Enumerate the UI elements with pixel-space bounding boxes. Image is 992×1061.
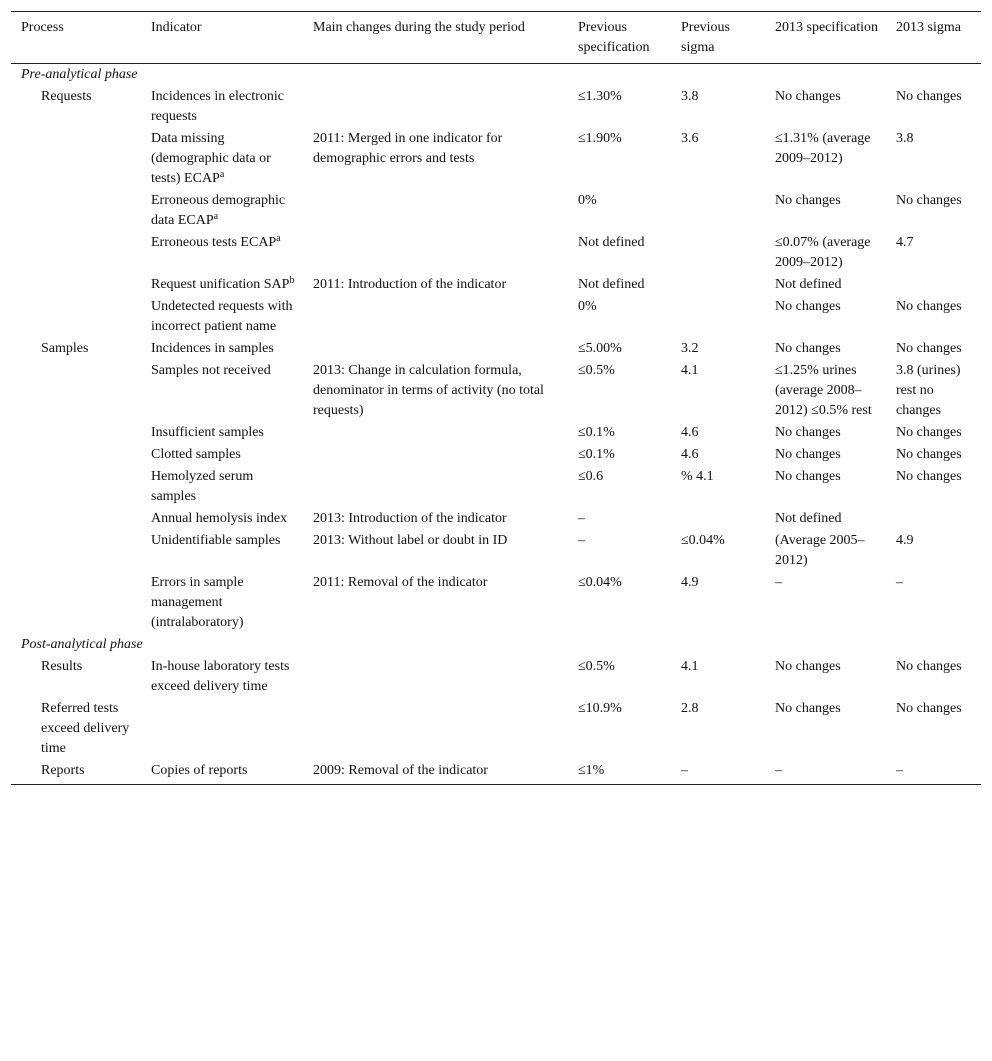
process-cell: Requests — [41, 89, 92, 104]
table-row — [11, 698, 981, 760]
indicator-text: Erroneous tests ECAP — [151, 235, 277, 250]
previous-specification-cell: ≤10.9% — [578, 701, 622, 716]
previous-specification-cell: ≤5.00% — [578, 341, 622, 356]
main-changes-cell: 2013: Change in calculation formula, denominator in terms of activity (no total requests) — [313, 363, 544, 418]
indicator-cell — [141, 190, 303, 232]
indicators-table — [11, 11, 981, 785]
process-cell — [11, 296, 141, 338]
table-row — [11, 572, 981, 634]
process-cell — [11, 508, 141, 530]
spec-2013-cell: No changes — [775, 425, 841, 440]
process-cell — [11, 444, 141, 466]
previous-specification-cell: ≤0.04% — [578, 575, 622, 590]
header-2013-specification: 2013 specification — [765, 12, 886, 64]
previous-specification-cell: ≤1.30% — [578, 89, 622, 104]
indicator-cell — [141, 232, 303, 274]
spec-2013-cell: – — [765, 760, 886, 785]
previous-sigma-cell — [671, 274, 765, 296]
indicator-text: Erroneous demographic data ECAP — [151, 193, 286, 228]
footnote-marker: b — [289, 275, 295, 286]
indicator-cell — [141, 274, 303, 296]
previous-sigma-cell: % 4.1 — [681, 469, 714, 484]
table-row — [11, 422, 981, 444]
table-row — [11, 190, 981, 232]
header-main-changes: Main changes during the study period — [303, 12, 568, 64]
table-header — [11, 12, 981, 64]
header-previous-sigma: Previous sigma — [671, 12, 765, 64]
indicator-cell — [141, 698, 303, 760]
phase-label: Post-analytical phase — [21, 637, 143, 652]
previous-specification-cell: Not defined — [578, 235, 645, 250]
footnote-marker: a — [276, 233, 281, 244]
table-row — [11, 360, 981, 422]
phase-row — [11, 64, 981, 87]
sigma-2013-cell: 3.8 (urines) rest no changes — [896, 363, 961, 418]
main-changes-cell: 2011: Introduction of the indicator — [313, 277, 507, 292]
spec-2013-cell: ≤0.07% (average 2009–2012) — [775, 235, 871, 270]
sigma-2013-cell: 3.8 — [896, 131, 914, 146]
previous-specification-cell: ≤1% — [568, 760, 671, 785]
previous-sigma-cell: ≤0.04% — [681, 533, 725, 548]
spec-2013-cell: ≤1.25% urines (average 2008–2012) ≤0.5% rest — [775, 363, 872, 418]
process-cell — [11, 466, 141, 508]
previous-sigma-cell — [671, 232, 765, 274]
spec-2013-cell: No changes — [775, 193, 841, 208]
process-cell: Results — [41, 659, 83, 674]
process-cell — [11, 190, 141, 232]
main-changes-cell: 2009: Removal of the indicator — [303, 760, 568, 785]
spec-2013-cell: No changes — [775, 89, 841, 104]
sigma-2013-cell: 4.7 — [896, 235, 914, 250]
sigma-2013-cell: – — [896, 575, 903, 590]
previous-specification-cell: Not defined — [578, 277, 645, 292]
spec-2013-cell: No changes — [775, 299, 841, 314]
main-changes-cell — [303, 698, 568, 760]
process-cell — [11, 274, 141, 296]
table-row — [11, 274, 981, 296]
previous-sigma-cell: 4.1 — [681, 363, 699, 378]
sigma-2013-cell: No changes — [896, 447, 962, 462]
sigma-2013-cell: No changes — [896, 701, 962, 716]
phase-label: Pre-analytical phase — [21, 67, 138, 82]
sigma-2013-cell: No changes — [896, 469, 962, 484]
process-cell: Reports — [11, 760, 141, 785]
indicator-cell: Unidentifiable samples — [151, 533, 281, 548]
previous-sigma-cell — [671, 508, 765, 530]
indicator-text: Data missing (demographic data or tests) ECAP — [151, 131, 271, 186]
previous-sigma-cell: 3.6 — [681, 131, 699, 146]
sigma-2013-cell: No changes — [896, 341, 962, 356]
header-row — [11, 12, 981, 64]
previous-sigma-cell — [671, 296, 765, 338]
indicator-cell: Annual hemolysis index — [151, 511, 288, 526]
process-cell — [11, 128, 141, 190]
footnote-marker: a — [213, 211, 219, 222]
spec-2013-cell: No changes — [775, 659, 841, 674]
main-changes-cell — [303, 444, 568, 466]
previous-sigma-cell: – — [671, 760, 765, 785]
table-row — [11, 466, 981, 508]
table-row — [11, 128, 981, 190]
footnote-marker: a — [219, 169, 225, 180]
header-2013-sigma: 2013 sigma — [886, 12, 981, 64]
spec-2013-cell: (Average 2005–2012) — [775, 533, 865, 568]
indicator-cell: Undetected requests with incorrect patient name — [151, 299, 293, 334]
indicator-cell: Insufficient samples — [151, 425, 264, 440]
previous-specification-cell: ≤0.5% — [578, 363, 615, 378]
indicator-cell: Incidences in electronic requests — [151, 89, 284, 124]
sigma-2013-cell: No changes — [896, 193, 962, 208]
sigma-2013-cell: No changes — [896, 299, 962, 314]
process-cell — [11, 360, 141, 422]
spec-2013-cell: No changes — [775, 447, 841, 462]
table-body — [11, 64, 981, 785]
spec-2013-cell: No changes — [775, 341, 841, 356]
previous-specification-cell: ≤0.6 — [578, 469, 604, 484]
spec-2013-cell: No changes — [775, 469, 841, 484]
previous-specification-cell: – — [578, 511, 585, 526]
table-row — [11, 86, 981, 128]
previous-sigma-cell: 3.2 — [681, 341, 699, 356]
previous-specification-cell: 0% — [578, 299, 597, 314]
previous-sigma-cell: 4.6 — [681, 425, 699, 440]
sigma-2013-cell — [886, 508, 981, 530]
previous-sigma-cell: 4.9 — [681, 575, 699, 590]
spec-2013-cell: No changes — [775, 701, 841, 716]
previous-specification-cell: – — [578, 533, 585, 548]
previous-sigma-cell: 2.8 — [681, 701, 699, 716]
sigma-2013-cell: No changes — [896, 89, 962, 104]
header-previous-specification: Previous specification — [568, 12, 671, 64]
process-cell — [11, 422, 141, 444]
table-row — [11, 444, 981, 466]
main-changes-cell: 2013: Introduction of the indicator — [313, 511, 507, 526]
table-row — [11, 760, 981, 785]
table-row — [11, 530, 981, 572]
process-cell: Samples — [41, 341, 89, 356]
header-indicator: Indicator — [141, 12, 303, 64]
previous-sigma-cell: 3.8 — [681, 89, 699, 104]
main-changes-cell — [303, 422, 568, 444]
sigma-2013-cell: 4.9 — [896, 533, 914, 548]
previous-sigma-cell: 4.1 — [681, 659, 699, 674]
sigma-2013-cell: No changes — [896, 659, 962, 674]
process-cell — [11, 572, 141, 634]
main-changes-cell — [303, 656, 568, 698]
previous-sigma-cell — [671, 190, 765, 232]
sigma-2013-cell — [886, 274, 981, 296]
main-changes-cell — [303, 296, 568, 338]
main-changes-cell: 2011: Merged in one indicator for demographic errors and tests — [313, 131, 503, 166]
spec-2013-cell: Not defined — [775, 277, 842, 292]
main-changes-cell — [303, 232, 568, 274]
indicator-cell: Samples not received — [151, 363, 271, 378]
main-changes-cell — [303, 338, 568, 360]
indicator-cell: Clotted samples — [151, 447, 241, 462]
indicator-text: Request unification SAP — [151, 277, 290, 292]
indicator-cell: Hemolyzed serum samples — [151, 469, 254, 504]
spec-2013-cell: ≤1.31% (average 2009–2012) — [775, 131, 871, 166]
table-row — [11, 232, 981, 274]
process-cell: Referred tests exceed delivery time — [41, 701, 130, 756]
sigma-2013-cell: No changes — [896, 425, 962, 440]
indicator-cell — [141, 128, 303, 190]
previous-specification-cell: ≤0.5% — [578, 659, 615, 674]
spec-2013-cell: – — [775, 575, 782, 590]
previous-specification-cell: ≤0.1% — [578, 447, 615, 462]
spec-2013-cell: Not defined — [775, 511, 842, 526]
indicator-cell: In-house laboratory tests exceed delivery time — [151, 659, 290, 694]
table-row — [11, 296, 981, 338]
process-cell — [11, 232, 141, 274]
main-changes-cell — [303, 466, 568, 508]
indicator-cell: Errors in sample management (intralaboratory) — [151, 575, 244, 630]
previous-sigma-cell: 4.6 — [681, 447, 699, 462]
process-cell — [11, 530, 141, 572]
header-process: Process — [11, 12, 141, 64]
main-changes-cell: 2011: Removal of the indicator — [313, 575, 488, 590]
main-changes-cell — [303, 86, 568, 128]
previous-specification-cell: ≤1.90% — [578, 131, 622, 146]
table-row — [11, 656, 981, 698]
main-changes-cell: 2013: Without label or doubt in ID — [313, 533, 508, 548]
sigma-2013-cell: – — [886, 760, 981, 785]
table-row — [11, 338, 981, 360]
main-changes-cell — [303, 190, 568, 232]
phase-row — [11, 634, 981, 656]
indicator-cell: Copies of reports — [141, 760, 303, 785]
previous-specification-cell: ≤0.1% — [578, 425, 615, 440]
indicator-cell: Incidences in samples — [151, 341, 274, 356]
table-row — [11, 508, 981, 530]
previous-specification-cell: 0% — [578, 193, 597, 208]
